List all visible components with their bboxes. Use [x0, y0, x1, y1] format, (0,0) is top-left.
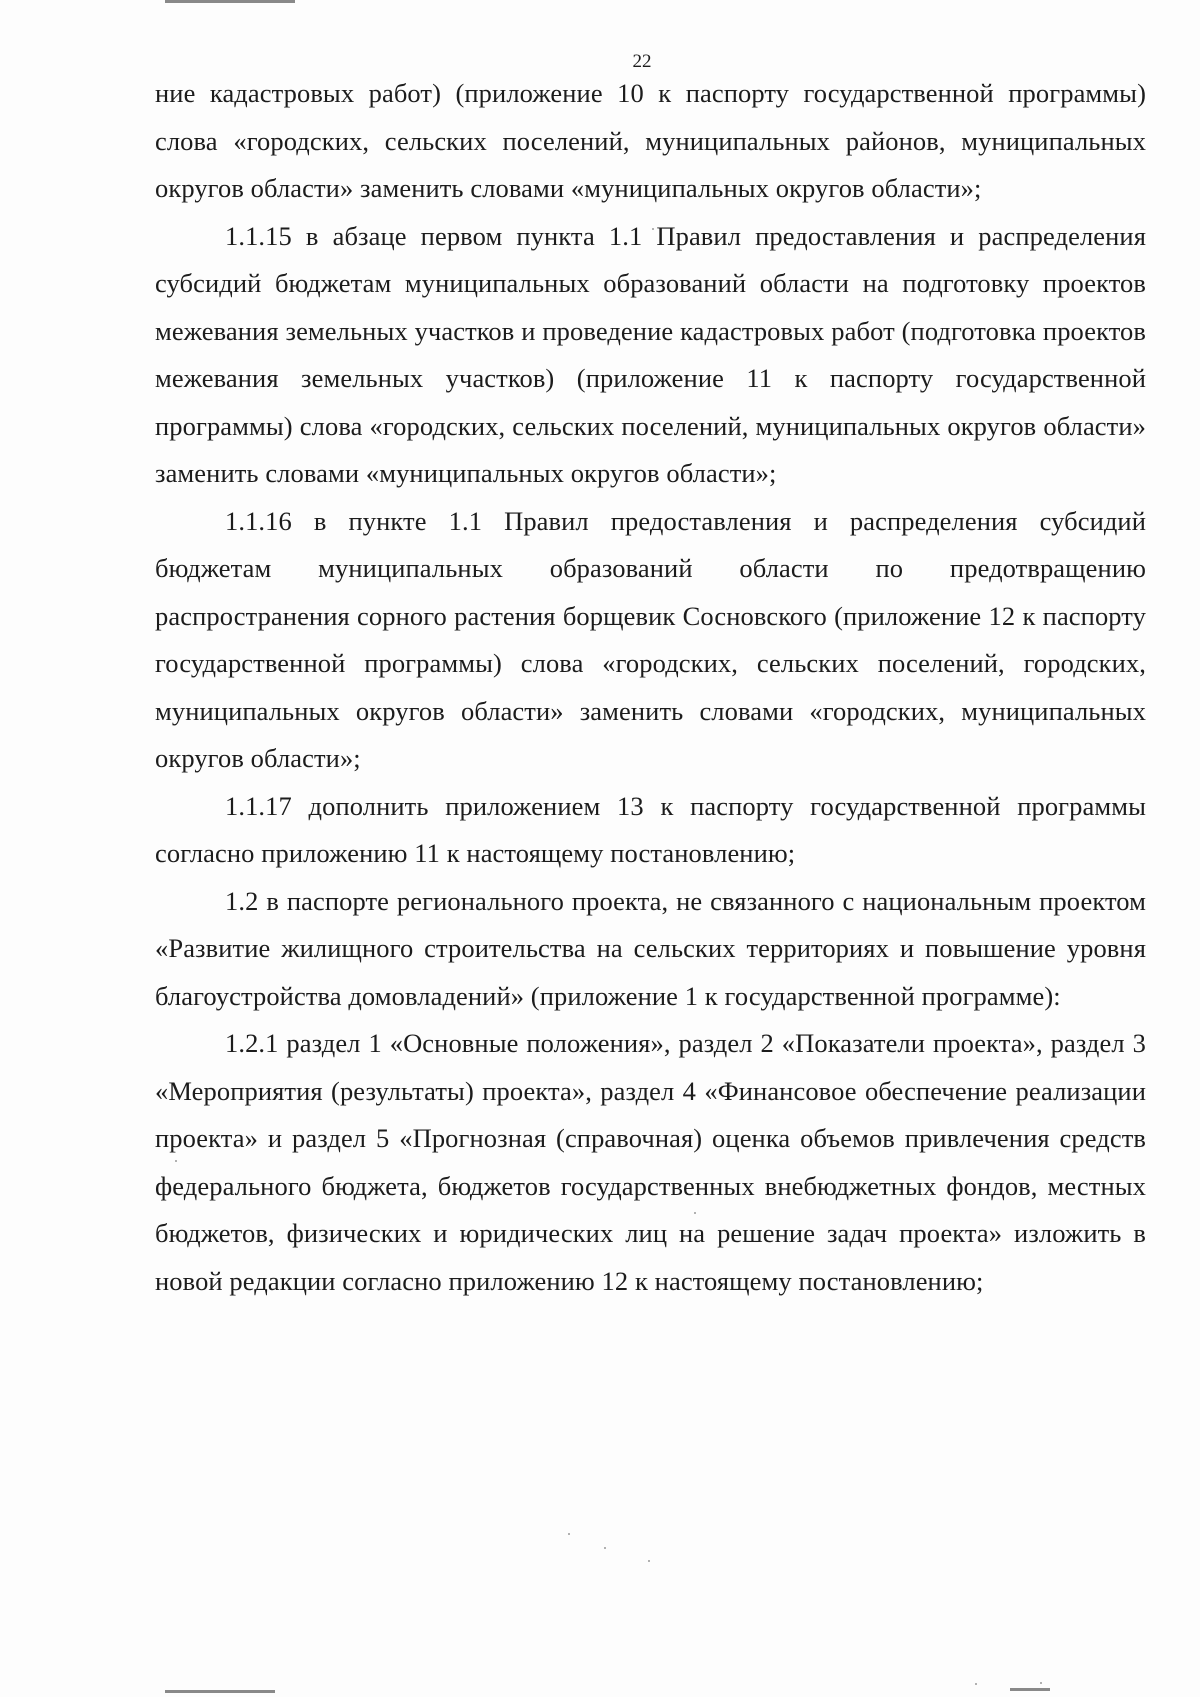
scan-speck	[975, 1683, 977, 1685]
document-body	[155, 70, 1146, 1305]
scan-speck	[648, 1560, 650, 1562]
scan-speck	[604, 1547, 606, 1549]
scan-artifact-bottom-right	[1010, 1688, 1050, 1691]
page-number: 22	[632, 51, 652, 72]
scan-artifact-bottom-left	[165, 1690, 275, 1693]
paragraph: 1.1.15 в абзаце первом пункта 1.1 Правил предоставления и распределения субсидий бюджетам муниципальных образований области на подготовку проектов межевания земельных участков и проведение кадастровых работ (подготовка проектов межевания земельных участков) (приложение 11 к паспорту государственной программы) слова «городских, сельских поселений, муниципальных округов области» заменить словами «муниципальных округов области»;	[155, 220, 1146, 488]
paragraph: ние кадастровых работ) (приложение 10 к паспорту государственной программы) слова «городских, сельских поселений, муниципальных районов, муниципальных округов области» заменить словами «муниципальных округов области»;	[155, 78, 1146, 203]
scan-speck	[568, 1533, 570, 1535]
paragraph: 1.1.16 в пункте 1.1 Правил предоставления и распределения субсидий бюджетам муниципальных образований области по предотвращению распространения сорного растения борщевик Сосновского (приложение 12 к паспорту государственной программы) слова «городских, сельских поселений, городских, муниципальных округов области» заменить словами «городских, муниципальных округов области»;	[155, 505, 1146, 773]
paragraph: 1.2.1 раздел 1 «Основные положения», раздел 2 «Показатели проекта», раздел 3 «Мероприятия (результаты) проекта», раздел 4 «Финансовое обеспечение реализации проекта» и раздел 5 «Прогнозная (справочная) оценка объемов привлечения средств федерального бюджета, бюджетов государственных внебюджетных фондов, местных бюджетов, физических и юридических лиц на решение задач проекта» изложить в новой редакции согласно приложению 12 к настоящему постановлению;	[155, 1028, 1146, 1296]
paragraph: 1.2 в паспорте регионального проекта, не связанного с национальным проектом «Развитие жилищного строительства на сельских территориях и повышение уровня благоустройства домовладений» (приложение 1 к государственной программе):	[155, 885, 1146, 1011]
scan-artifact-top	[165, 0, 295, 3]
paragraph: 1.1.17 дополнить приложением 13 к паспорту государственной программы согласно приложению 11 к настоящему постановлению;	[155, 790, 1146, 868]
scan-speck	[1040, 1682, 1042, 1684]
